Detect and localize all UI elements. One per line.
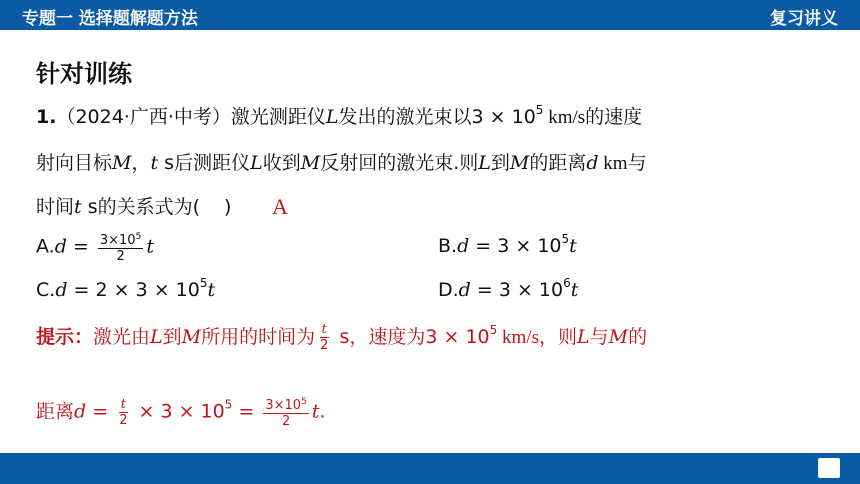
- hint-line-1: 提示：激光由L到M所用的时间为 $\frac{t}{2}$ s，速度为$3 \times 10^5$ km/s，则L与M的: [36, 322, 648, 353]
- answer-mark: A: [272, 194, 288, 219]
- question-number: 1.: [36, 106, 57, 128]
- question-line-2: 射向目标M，t s后测距仪L收到M反射回的激光束.则L到M的距离d km与: [36, 152, 647, 174]
- page-number: 4: [842, 459, 848, 468]
- option-d[interactable]: $D.d = 3 \times 10^6t$: [438, 276, 579, 301]
- fraction: $\frac{t}{2}$: [320, 322, 329, 353]
- header-right-label: 复习讲义: [770, 9, 838, 29]
- hint-line-2: 距离d = $\frac{t}{2}$ × $3 \times 10^5$ = $\frac{3\times 10^5}{2}$ t.: [36, 396, 326, 429]
- hint-label: 提示：: [36, 326, 94, 348]
- option-a[interactable]: A.d = $\frac{3\times 10^5}{2}$ t: [36, 232, 154, 264]
- fraction: $\frac{3\times 10^5}{2}$: [265, 397, 307, 429]
- chapter-title: 专题一 选择题解题方法: [22, 9, 198, 29]
- section-title: 针对训练: [36, 60, 132, 88]
- slide-icon[interactable]: [818, 458, 840, 478]
- question-source: （2024·广西·中考）: [56, 106, 231, 128]
- option-c[interactable]: $C.d = 2 \times 3 \times 10^5t$: [36, 276, 216, 301]
- option-b[interactable]: $B.d = 3 \times 10^5t$: [438, 232, 577, 257]
- fraction: $\frac{t}{2}$: [119, 396, 128, 428]
- header-bar: [0, 0, 860, 30]
- fraction: $\frac{3\times 10^5}{2}$: [99, 232, 142, 264]
- question-line-3: 时间t s的关系式为( ): [36, 196, 232, 218]
- question-line-1: 1.（2024·广西·中考）激光测距仪L发出的激光束以$3 \times 10^5$ km/s的速度: [36, 103, 643, 128]
- footer-bar: [0, 453, 860, 484]
